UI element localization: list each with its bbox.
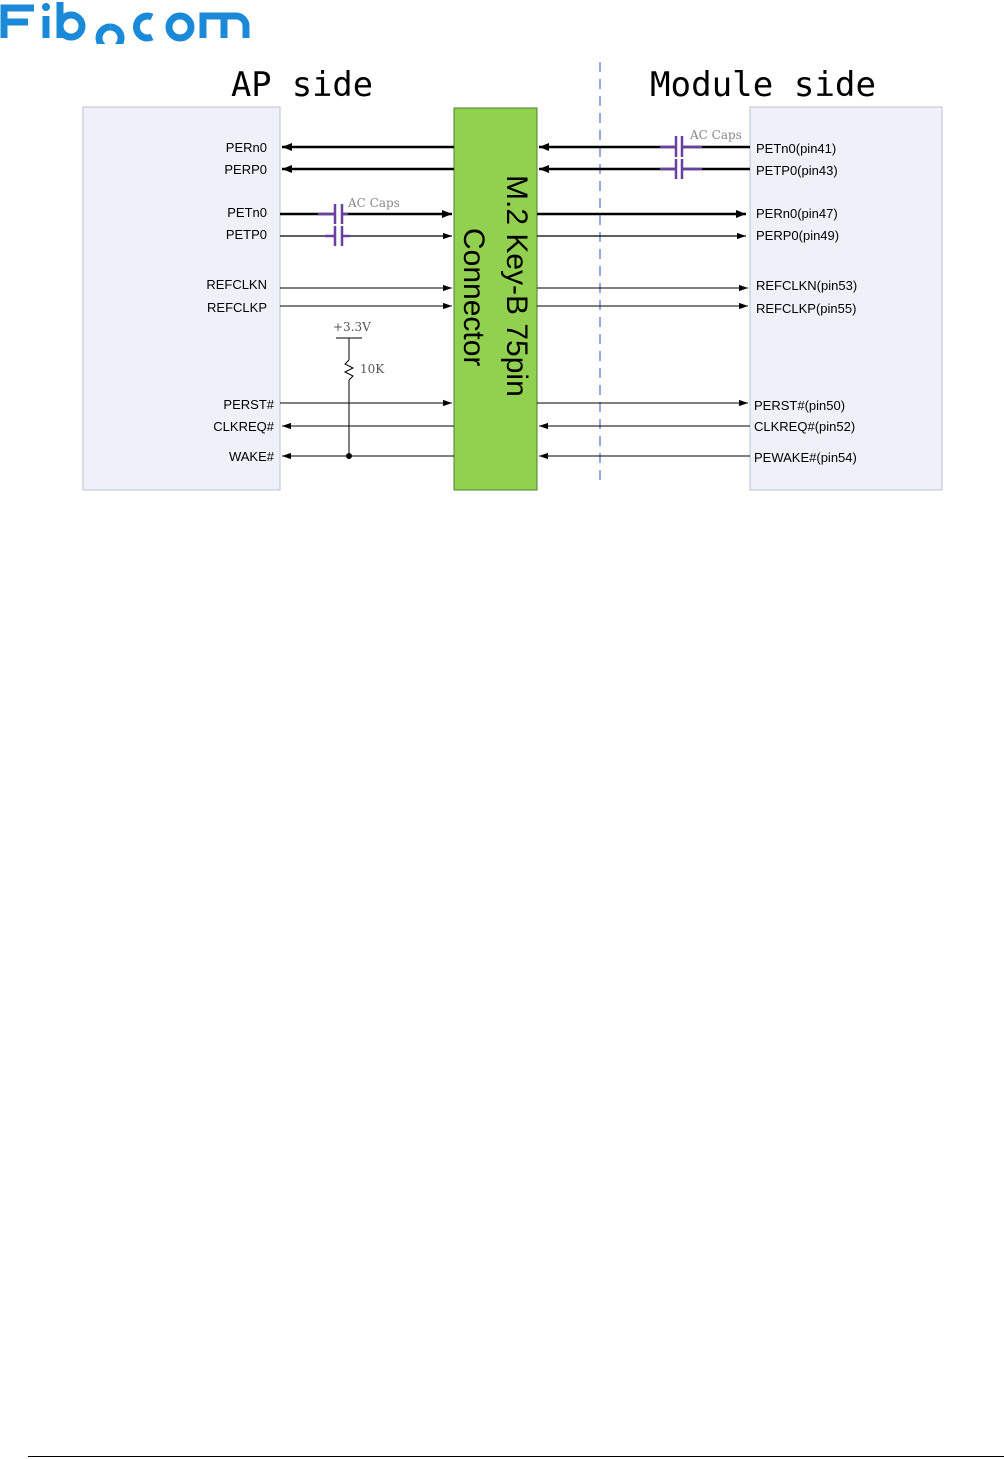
- connector-label-line2: Connector: [457, 228, 490, 367]
- ap-ac-caps: [318, 204, 350, 246]
- ap-refclkn-label: REFCLKN: [206, 277, 267, 292]
- module-petno-label: PETn0(pin41): [756, 141, 837, 156]
- module-refclkp-label: REFCLKP(pin55): [756, 301, 857, 316]
- ap-ac-caps-label: AC Caps: [348, 196, 400, 210]
- module-refclkn-label: REFCLKN(pin53): [756, 278, 858, 293]
- ap-perst-label: PERST#: [223, 397, 274, 412]
- connector-label-line1: M.2 Key-B 75pin: [500, 175, 533, 397]
- pullup-resistor: [345, 360, 353, 380]
- ap-petpo-label: PETP0: [225, 227, 267, 242]
- module-pewake-label: PEWAKE#(pin54): [754, 450, 857, 465]
- module-ac-caps-label: AC Caps: [690, 128, 742, 142]
- pullup-junction: [346, 453, 352, 459]
- ap-perpo-label: PERP0: [224, 162, 267, 177]
- ap-refclkp-label: REFCLKP: [207, 300, 267, 315]
- module-perno-label: PERn0(pin47): [756, 206, 838, 221]
- pullup-voltage-label: +3.3V: [333, 320, 371, 334]
- module-petpo-label: PETP0(pin43): [756, 163, 838, 178]
- ap-perno-label: PERn0: [225, 140, 267, 155]
- footer-rule: [28, 1456, 1004, 1457]
- ap-clkreq-label: CLKREQ#: [213, 419, 274, 434]
- module-clkreq-label: CLKREQ#(pin52): [754, 419, 856, 434]
- ap-side-title: AP side: [231, 65, 373, 105]
- ap-wake-label: WAKE#: [228, 449, 274, 464]
- module-ac-caps: [660, 136, 702, 179]
- ap-petno-label: PETn0: [227, 205, 267, 220]
- module-side-title: Module side: [650, 65, 876, 105]
- pcie-interface-diagram: [0, 0, 1004, 520]
- module-perst-label: PERST#(pin50): [754, 398, 846, 413]
- pullup-resistor-label: 10K: [360, 362, 385, 376]
- module-perpo-label: PERP0(pin49): [756, 228, 840, 243]
